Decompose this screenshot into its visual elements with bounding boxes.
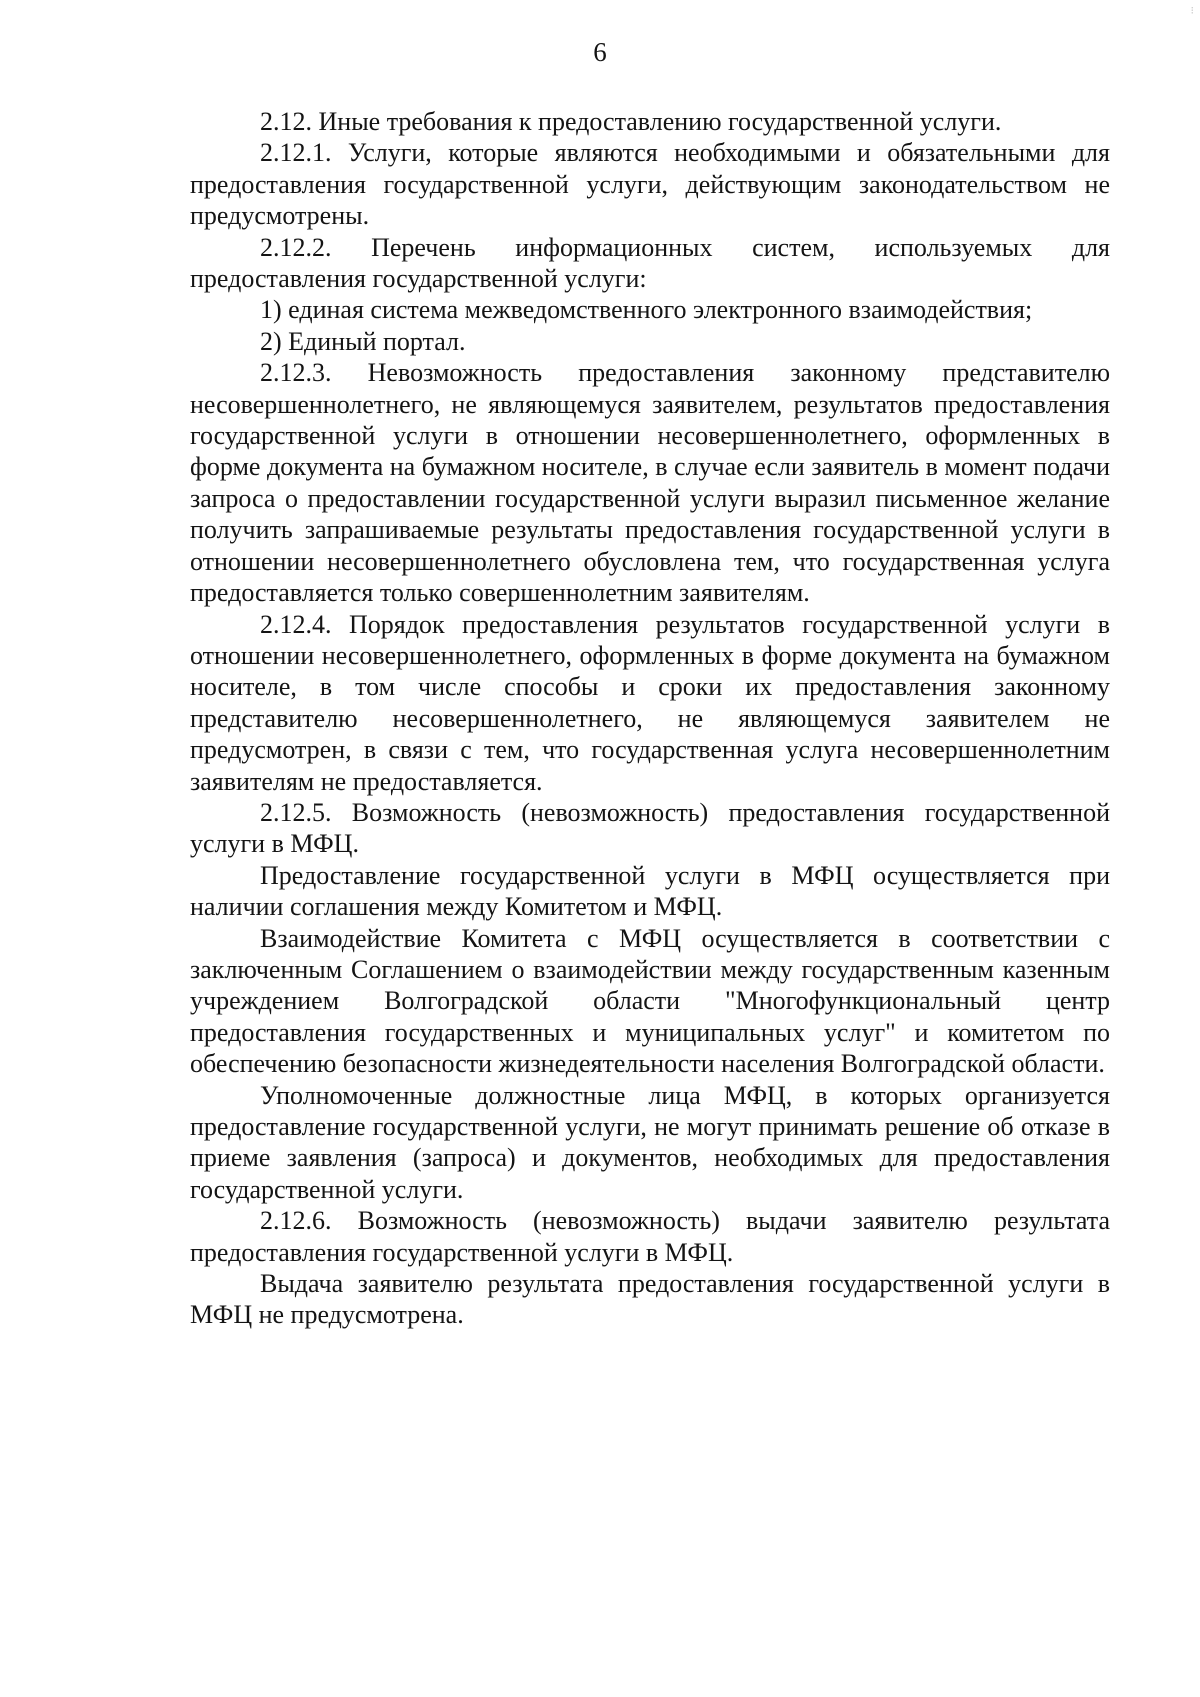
section-2-12-heading: 2.12. Иные требования к предоставлению государственной услуги. (260, 107, 1002, 136)
list-item-2: 2) Единый портал. (260, 326, 466, 356)
section-2-12-5: 2.12.5. Возможность (невозможность) предоставления государственной услуги в МФЦ. (190, 797, 1110, 859)
paragraph-result-issuance: Выдача заявителю результата предоставления государственной услуги в МФЦ не предусмотрена. (190, 1269, 1110, 1330)
section-2-12-1: 2.12.1. Услуги, которые являются необходимыми и обязательными для предоставления государственной услуги, действующим законодательством не предусмотрены. (190, 138, 1110, 231)
document-body (190, 106, 1110, 1331)
scan-artifact-mark: ⁝ (1190, 4, 1194, 17)
section-2-12-4: 2.12.4. Порядок предоставления результатов государственной услуги в отношении несовершеннолетнего, оформленных в форме документа на бумажном носителе, в том числе способы и сроки их предоставления законному представителю несовершеннолетнего, не являющемуся заявителем не предусмотрен, в связи с тем, что государственная услуга несовершеннолетним заявителям не предоставляется. (190, 609, 1110, 796)
paragraph-mfc-provision: Предоставление государственной услуги в МФЦ осуществляется при наличии соглашения между Комитетом и МФЦ. (190, 860, 1110, 922)
section-2-12-2: 2.12.2. Перечень информационных систем, используемых для предоставления государственной услуги: (190, 232, 1110, 294)
list-item-1: 1) единая система межведомственного электронного взаимодействия; (260, 295, 1033, 325)
paragraph-mfc-interaction: Взаимодействие Комитета с МФЦ осуществляется в соответствии с заключенным Соглашением о взаимодействии между государственным казенным учреждением Волгоградской области "Многофункциональный центр предоставления государственных и муниципальных услуг" и комитетом по обеспечению безопасности жизнедеятельности населения Волгоградской области. (190, 923, 1110, 1079)
paragraph-mfc-officials: Уполномоченные должностные лица МФЦ, в которых организуется предоставление государственной услуги, не могут принимать решение об отказе в приеме заявления (запроса) и документов, необходимых для предоставления государственной услуги. (190, 1080, 1110, 1204)
page-number: 6 (593, 37, 607, 67)
section-2-12-6: 2.12.6. Возможность (невозможность) выдачи заявителю результата предоставления государственной услуги в МФЦ. (190, 1206, 1110, 1267)
section-2-12-3: 2.12.3. Невозможность предоставления законному представителю несовершеннолетнего, не являющемуся заявителем, результатов предоставления государственной услуги в отношении несовершеннолетнего, оформленных в форме документа на бумажном носителе, в случае если заявитель в момент подачи запроса о предоставлении государственной услуги выразил письменное желание получить запрашиваемые результаты предоставления государственной услуги в отношении несовершеннолетнего обусловлена тем, что государственная услуга предоставляется только совершеннолетним заявителям. (190, 358, 1110, 608)
